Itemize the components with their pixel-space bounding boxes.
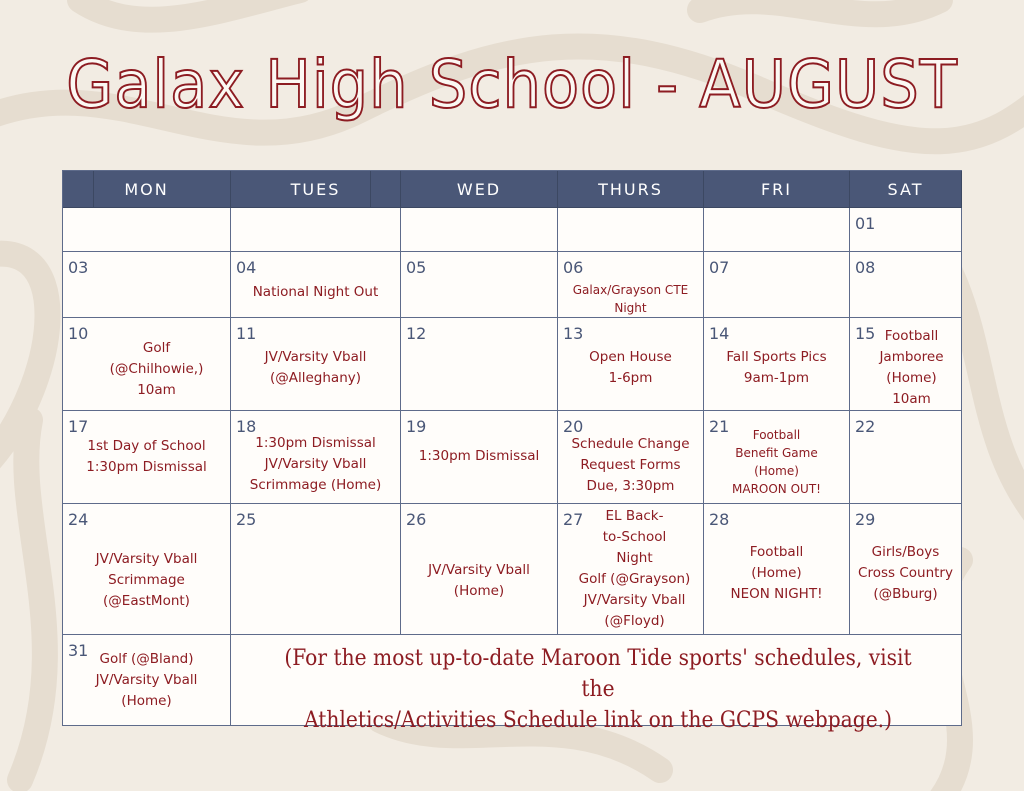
weekday-header-tues	[231, 171, 401, 208]
event-text: JV/Varsity Vball Scrimmage (@EastMont)	[95, 551, 198, 609]
day-cell	[558, 208, 704, 252]
day-number: 08	[855, 258, 876, 277]
header-divider	[370, 171, 371, 207]
page-title: Galax High School - AUGUST	[66, 46, 958, 123]
event-text: Football (Home) NEON NIGHT!	[730, 544, 823, 602]
day-cell	[850, 318, 962, 411]
day-number: 24	[68, 510, 89, 529]
event-text: Schedule Change Request Forms Due, 3:30pm	[571, 436, 690, 494]
day-number: 15	[855, 324, 876, 343]
event-text: Galax/Grayson CTE Night	[572, 283, 689, 315]
day-cell	[63, 504, 231, 635]
day-cell	[558, 504, 704, 635]
day-number: 01	[855, 214, 876, 233]
day-cell	[704, 252, 850, 318]
day-number: 22	[855, 417, 876, 436]
day-cell	[704, 504, 850, 635]
schedule-note	[267, 643, 929, 736]
weekday-header-thurs	[558, 171, 704, 208]
day-number: 25	[236, 510, 257, 529]
event-text: 1:30pm Dismissal	[418, 448, 540, 464]
event-text: Football Jamboree (Home) 10am	[879, 328, 944, 407]
day-cell	[704, 411, 850, 504]
event-text: EL Back- to-School Night Golf (@Grayson) JV/Varsity Vball (@Floyd)	[578, 508, 691, 629]
weekday-header-mon	[63, 171, 231, 208]
day-number: 03	[68, 258, 89, 277]
day-cell	[401, 208, 558, 252]
day-number: 29	[855, 510, 876, 529]
day-cell	[558, 252, 704, 318]
event-text: Golf (@Chilhowie,) 10am	[109, 340, 204, 398]
day-cell	[401, 411, 558, 504]
day-cell	[63, 318, 231, 411]
event-text: JV/Varsity Vball (Home)	[428, 562, 530, 599]
day-cell	[401, 252, 558, 318]
day-cell	[63, 208, 231, 252]
day-cell	[850, 411, 962, 504]
weekday-label: TUES	[290, 179, 341, 199]
day-cell	[704, 208, 850, 252]
event-text: National Night Out	[252, 284, 379, 300]
event-text: Football Benefit Game (Home) MAROON OUT!	[732, 428, 821, 496]
day-number: 12	[406, 324, 427, 343]
day-cell	[850, 208, 962, 252]
event-text: 1st Day of School 1:30pm Dismissal	[86, 438, 207, 475]
day-number: 19	[406, 417, 427, 436]
day-cell	[231, 411, 401, 504]
day-number: 10	[68, 324, 89, 343]
day-number: 21	[709, 417, 730, 436]
weekday-label: MON	[124, 179, 169, 199]
schedule-note-text: (For the most up-to-date Maroon Tide sports' schedules, visit the Athletics/Activities Schedule link on the GCPS webpage.)	[284, 646, 912, 733]
day-cell	[850, 504, 962, 635]
event-text: 1:30pm Dismissal JV/Varsity Vball Scrimmage (Home)	[249, 435, 382, 493]
day-number: 07	[709, 258, 730, 277]
day-number: 06	[563, 258, 584, 277]
event-text: Fall Sports Pics 9am-1pm	[726, 349, 827, 386]
day-cell	[850, 252, 962, 318]
day-number: 13	[563, 324, 584, 343]
day-cell	[231, 504, 401, 635]
day-cell	[231, 252, 401, 318]
day-cell	[558, 411, 704, 504]
day-cell	[63, 411, 231, 504]
day-number: 04	[236, 258, 257, 277]
day-number: 05	[406, 258, 427, 277]
day-cell	[63, 635, 231, 726]
day-cell	[63, 252, 231, 318]
header-divider	[93, 171, 94, 207]
weekday-header-fri	[704, 171, 850, 208]
weekday-label: THURS	[598, 179, 663, 199]
event-text: Golf (@Bland) JV/Varsity Vball (Home)	[95, 651, 198, 709]
day-number: 31	[68, 641, 89, 660]
event-text: Girls/Boys Cross Country (@Bburg)	[858, 544, 953, 602]
day-cell	[704, 318, 850, 411]
day-cell	[231, 318, 401, 411]
day-cell	[401, 504, 558, 635]
day-number: 18	[236, 417, 257, 436]
day-number: 17	[68, 417, 89, 436]
weekday-header-sat	[850, 171, 962, 208]
weekday-label: SAT	[887, 179, 924, 199]
weekday-label: FRI	[760, 179, 793, 199]
day-number: 28	[709, 510, 730, 529]
event-text: JV/Varsity Vball (@Alleghany)	[264, 349, 367, 386]
event-text: Open House 1-6pm	[589, 349, 672, 386]
day-cell	[401, 318, 558, 411]
day-cell	[558, 318, 704, 411]
day-number: 27	[563, 510, 584, 529]
weekday-header-wed	[401, 171, 558, 208]
day-number: 26	[406, 510, 427, 529]
day-number: 11	[236, 324, 257, 343]
weekday-label: WED	[456, 179, 502, 199]
day-number: 20	[563, 417, 584, 436]
day-cell	[231, 208, 401, 252]
day-number: 14	[709, 324, 730, 343]
